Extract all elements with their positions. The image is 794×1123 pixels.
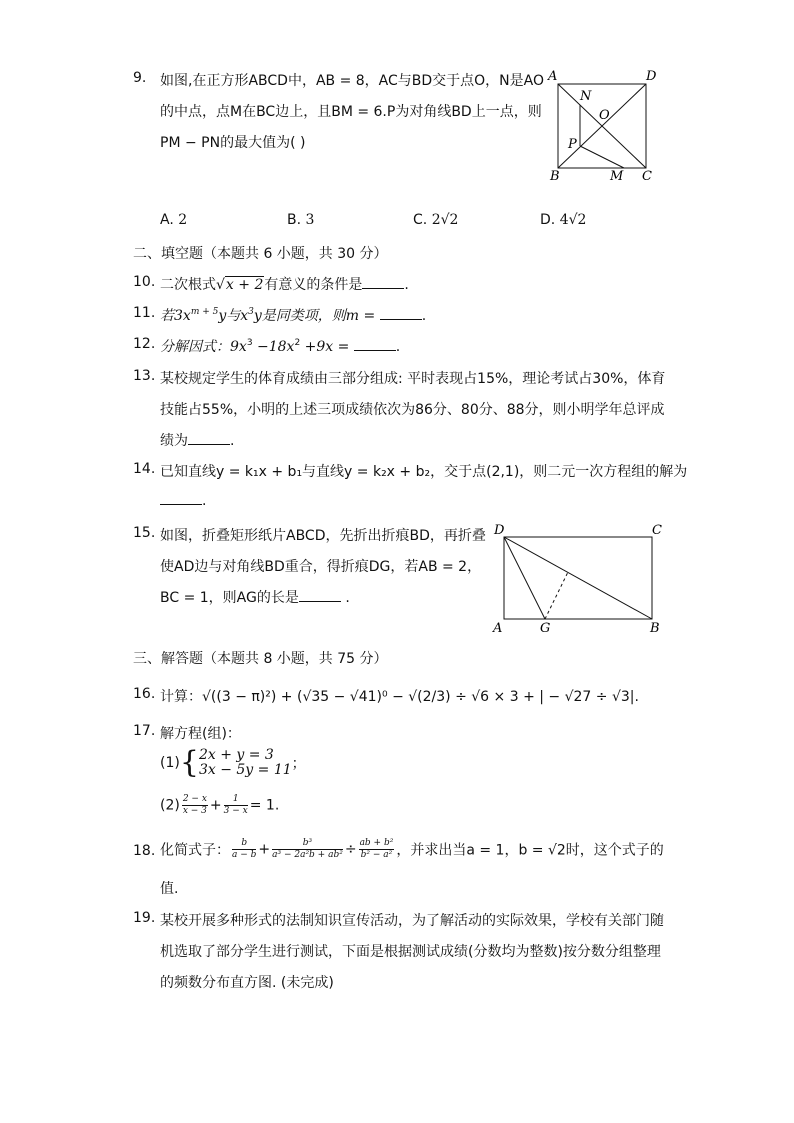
q18-fraction1	[232, 838, 256, 861]
q19-line1: 某校开展多种形式的法制知识宣传活动，为了解活动的实际效果，学校有关部门随	[160, 913, 664, 929]
q11-mid: y与x	[218, 308, 249, 324]
q9-option-b-value: 3	[305, 212, 315, 228]
q17-frac2-den: 3 − x	[223, 806, 248, 816]
q17-frac1-den: x − 3	[182, 806, 207, 816]
q17-eq1: 2x + y = 3	[198, 747, 274, 763]
q15-answer-blank[interactable]	[299, 589, 341, 602]
q17-title: 解方程(组)：	[160, 726, 241, 742]
q15-line3	[160, 587, 350, 607]
q10-pre: 二次根式	[160, 277, 216, 293]
q14-end: .	[202, 493, 207, 509]
q15-label-g: G	[540, 621, 551, 636]
q12-pre: 分解因式：9x	[160, 339, 247, 355]
q15-line1: 如图，折叠矩形纸片ABCD，先折出折痕BD，再折叠	[160, 528, 486, 544]
q9-option-d-value: 4√2	[559, 212, 587, 228]
q10-radicand: x + 2	[225, 277, 264, 293]
q11-exp1: m + 5	[190, 307, 219, 317]
q17-equations	[199, 748, 292, 778]
q11-exp2: 3	[248, 307, 254, 317]
q15-line2: 使AD边与对角线BD重合，得折痕DG，若AB = 2，	[160, 559, 482, 575]
q17-number: 17.	[133, 723, 156, 739]
q10-number: 10.	[133, 274, 156, 290]
q9-label-o: O	[599, 108, 610, 123]
q13-line3-text: 绩为	[160, 433, 188, 449]
q15-label-d: D	[494, 523, 505, 538]
q18-frac2-num: b³	[272, 838, 343, 850]
q14-line2	[160, 492, 206, 509]
q9-option-b-label: B.	[287, 212, 302, 228]
q9-option-d	[540, 212, 586, 228]
q9-option-d-label: D.	[540, 212, 556, 228]
q18-fraction3	[359, 838, 395, 861]
q11-text	[160, 305, 426, 325]
q17-part1-label: (1)	[160, 755, 180, 771]
q13-answer-blank[interactable]	[188, 432, 230, 445]
q18-plus: +	[258, 841, 271, 858]
q18-frac3-den: b² − a²	[360, 850, 393, 860]
q18-frac1-num: b	[232, 838, 256, 850]
q9-line3: PM − PN的最大值为( )	[160, 135, 306, 151]
q15-label-b: B	[650, 621, 660, 636]
q9-option-a	[160, 212, 187, 228]
q12-exp1: 3	[246, 338, 253, 348]
q9-label-b: B	[550, 169, 560, 184]
q18-line1	[160, 838, 664, 861]
q18-divide: ÷	[344, 841, 357, 858]
q13-line3	[160, 430, 234, 450]
q9-label-n: N	[580, 89, 592, 104]
q19-number: 19.	[133, 910, 156, 926]
q17-part2-end: = 1.	[249, 797, 280, 814]
q13-number: 13.	[133, 368, 156, 384]
q12-answer-blank[interactable]	[354, 338, 396, 351]
q10-post: 有意义的条件是	[264, 277, 363, 293]
q11-post: y是同类项，则m =	[253, 308, 376, 324]
q12-exp2: 2	[294, 338, 301, 348]
q18-frac2-den: a³ − 2a²b + ab²	[272, 850, 343, 860]
q17-part1	[160, 745, 306, 780]
q13-end: .	[230, 433, 235, 449]
q9-option-a-value: 2	[178, 212, 188, 228]
q13-line1: 某校规定学生的体育成绩由三部分组成: 平时表现占15%，理论考试占30%，体育	[160, 371, 666, 387]
q11-end: .	[421, 308, 427, 324]
q9-option-c-value: 2√2	[431, 212, 459, 228]
q18-fraction2	[272, 838, 343, 861]
q16-number: 16.	[133, 686, 156, 702]
q17-system-brace: {	[179, 745, 199, 780]
section2-title: 二、填空题（本题共 6 小题，共 30 分）	[133, 246, 388, 262]
q9-line2: 的中点，点M在BC边上，且BM = 6.P为对角线BD上一点，则	[160, 104, 542, 120]
q10-answer-blank[interactable]	[362, 276, 404, 289]
q15-rectangle-figure	[488, 520, 668, 636]
q14-line1: 已知直线y = k₁x + b₁与直线y = k₂x + b₂，交于点(2,1)，则二元一次方程组的解为	[160, 464, 688, 480]
q11-answer-blank[interactable]	[380, 307, 422, 320]
q14-number: 14.	[133, 461, 156, 477]
q9-label-c: C	[642, 169, 652, 184]
q17-eq2: 3x − 5y = 11	[198, 762, 292, 778]
q11-pre: 若3x	[160, 308, 191, 324]
q17-part2-label: (2)	[160, 797, 180, 814]
q18-frac3-num: ab + b²	[359, 838, 394, 848]
q17-part1-end: ；	[291, 756, 306, 772]
q12-mid2: +9x =	[300, 339, 350, 355]
q9-label-d: D	[646, 69, 657, 84]
q17-frac2-num: 1	[224, 794, 248, 806]
q11-number: 11.	[133, 305, 156, 321]
q17-frac1-num: 2 − x	[182, 794, 207, 804]
q18-pre: 化简式子：	[160, 842, 230, 859]
q12-number: 12.	[133, 336, 156, 352]
q12-mid1: −18x	[252, 339, 295, 355]
q15-line3-text: BC = 1，则AG的长是	[160, 590, 299, 606]
q17-fraction1	[182, 794, 208, 817]
q17-fraction2	[224, 794, 248, 817]
q9-line1: 如图,在正方形ABCD中，AB = 8，AC与BD交于点O，N是AO	[160, 73, 544, 89]
q13-line2: 技能占55%，小明的上述三项成绩依次为86分、80分、88分，则小明学年总评成	[160, 402, 665, 418]
q19-line3: 的频数分布直方图. (未完成)	[160, 975, 334, 991]
q9-label-m: M	[610, 169, 624, 184]
q9-option-b	[287, 212, 314, 228]
q18-line2: 值.	[160, 881, 179, 897]
q18-post: ，并求出当a = 1，b = √2时，这个式子的	[396, 842, 664, 859]
q15-label-a: A	[493, 621, 503, 636]
q10-end: .	[404, 277, 409, 293]
q18-frac1-den: a − b	[232, 850, 257, 860]
q14-answer-blank[interactable]	[160, 492, 202, 505]
q17-part2	[160, 794, 279, 817]
q16-text: 计算：√((3 − π)²) + (√35 − √41)⁰ − √(2/3) ÷ √6 × 3 + | − √27 ÷ √3|.	[160, 689, 639, 705]
q18-number: 18.	[133, 843, 156, 859]
q10-text: 二次根式√x + 2有意义的条件是 .	[160, 277, 409, 293]
q9-label-p: P	[568, 137, 577, 152]
q9-number: 9.	[133, 70, 147, 86]
q15-end: .	[345, 590, 350, 606]
q17-plus: +	[209, 797, 222, 814]
q9-option-a-label: A.	[160, 212, 174, 228]
q12-end: .	[395, 339, 401, 355]
q9-option-c-label: C.	[413, 212, 428, 228]
q9-label-a: A	[548, 69, 558, 84]
q15-label-c: C	[652, 523, 662, 538]
q9-square-figure	[540, 64, 670, 186]
q15-number: 15.	[133, 525, 156, 541]
q12-text	[160, 336, 400, 356]
section3-title: 三、解答题（本题共 8 小题，共 75 分）	[133, 651, 388, 667]
q19-line2: 机选取了部分学生进行测试，下面是根据测试成绩(分数均为整数)按分数分组整理	[160, 944, 661, 960]
q9-option-c	[413, 212, 458, 228]
